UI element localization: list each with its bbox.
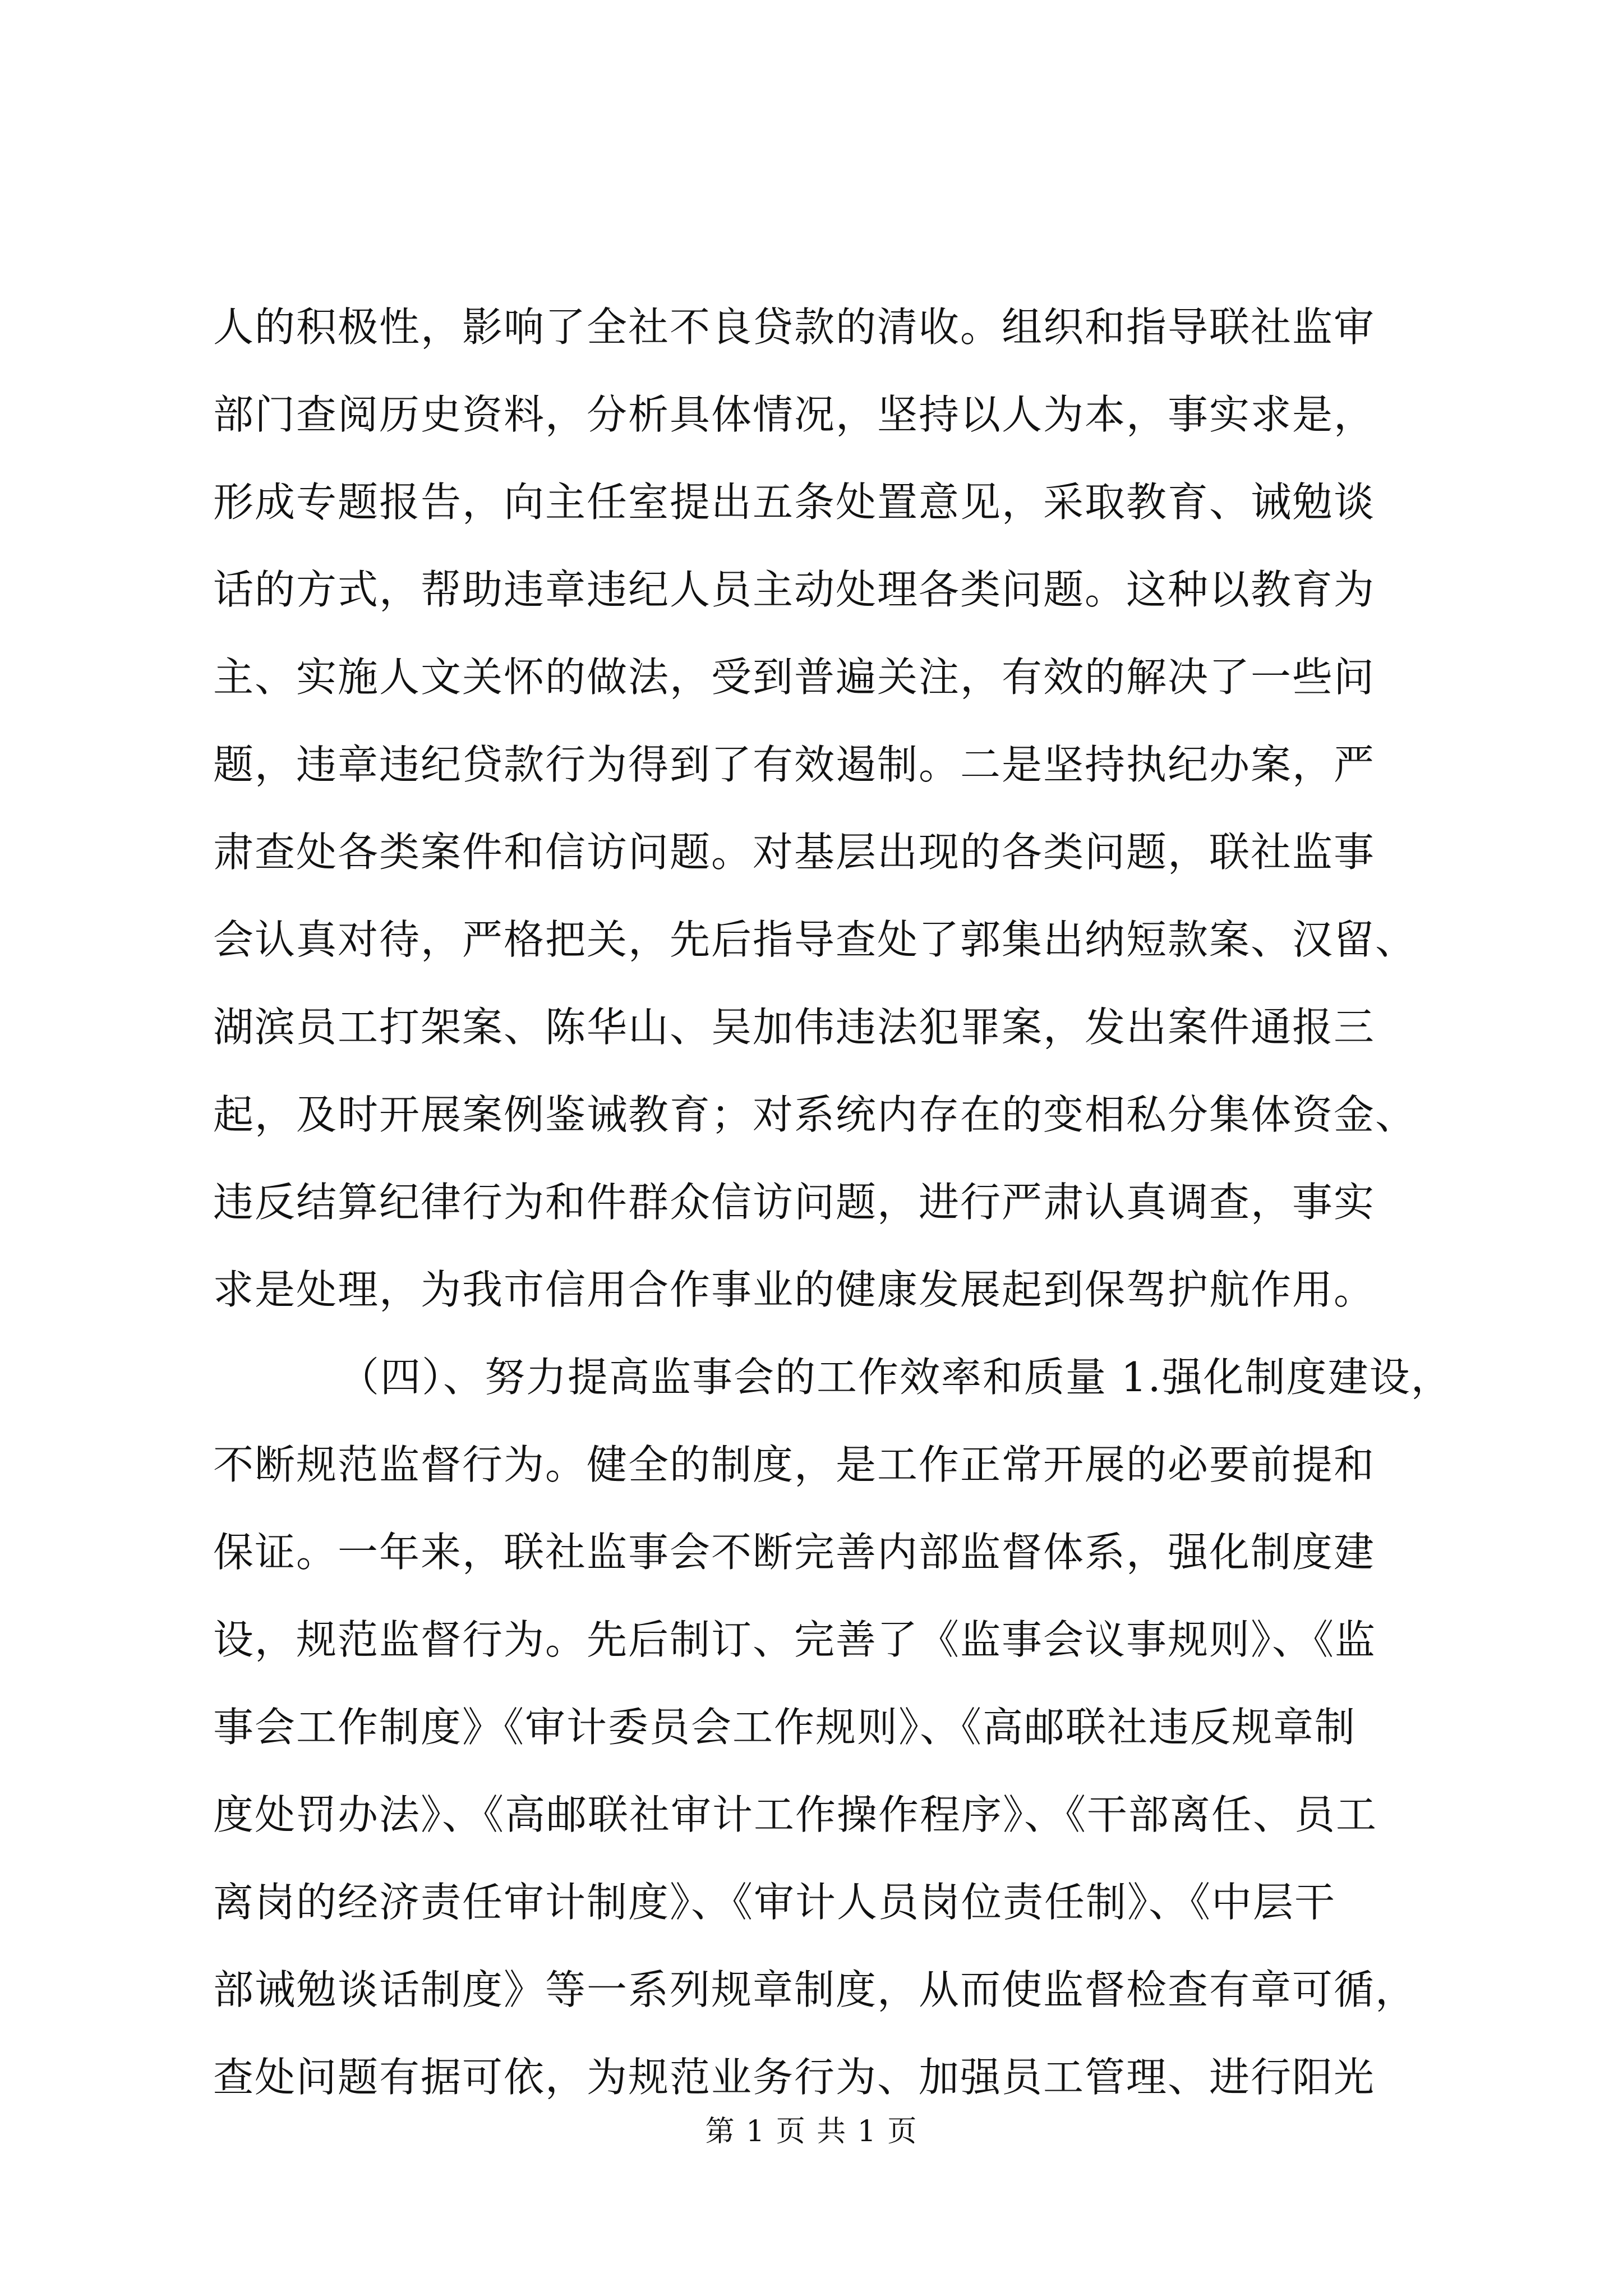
text-line: 会认真对待，严格把关，先后指导查处了郭集出纳短款案、汉留、 xyxy=(213,916,1417,963)
text-line: 离岗的经济责任审计制度》、《审计人员岗位责任制》、《中层干 xyxy=(213,1879,1336,1926)
text-line: 度处罚办法》、《高邮联社审计工作操作程序》、《干部离任、员工 xyxy=(213,1791,1378,1838)
section-heading-line: （四）、努力提高监事会的工作效率和质量 1.强化制度建设， xyxy=(339,1354,1453,1401)
text-line: 设，规范监督行为。先后制订、完善了《监事会议事规则》、《监 xyxy=(213,1616,1377,1663)
text-line: 不断规范监督行为。健全的制度，是工作正常开展的必要前提和 xyxy=(213,1441,1376,1488)
text-line: 形成专题报告，向主任室提出五条处置意见，采取教育、诫勉谈 xyxy=(213,478,1376,526)
text-line: 人的积极性，影响了全社不良贷款的清收。组织和指导联社监审 xyxy=(213,303,1376,351)
text-line: 湖滨员工打架案、陈华山、吴加伟违法犯罪案，发出案件通报三 xyxy=(213,1004,1376,1051)
text-line: 部诫勉谈话制度》等一系列规章制度，从而使监督检查有章可循， xyxy=(213,1966,1417,2013)
text-line: 事会工作制度》《审计委员会工作规则》、《高邮联社违反规章制 xyxy=(213,1704,1357,1751)
text-line: 起，及时开展案例鉴诫教育；对系统内存在的变相私分集体资金、 xyxy=(213,1091,1417,1138)
page-footer xyxy=(0,2112,1623,2151)
text-line: 查处问题有据可依，为规范业务行为、加强员工管理、进行阳光 xyxy=(213,2054,1376,2101)
text-line: 话的方式，帮助违章违纪人员主动处理各类问题。这种以教育为 xyxy=(213,566,1376,613)
text-line: 部门查阅历史资料，分析具体情况，坚持以人为本，事实求是， xyxy=(213,391,1376,438)
text-line: 求是处理，为我市信用合作事业的健康发展起到保驾护航作用。 xyxy=(213,1266,1376,1313)
text-line: 保证。一年来，联社监事会不断完善内部监督体系，强化制度建 xyxy=(213,1529,1376,1576)
page-number: 第 1 页 共 1 页 xyxy=(705,2115,918,2148)
text-line: 主、实施人文关怀的做法，受到普遍关注，有效的解决了一些问 xyxy=(213,654,1376,701)
text-line: 肃查处各类案件和信访问题。对基层出现的各类问题，联社监事 xyxy=(213,829,1376,876)
text-line: 题，违章违纪贷款行为得到了有效遏制。二是坚持执纪办案，严 xyxy=(213,741,1376,788)
body-text xyxy=(213,283,1453,2121)
text-line: 违反结算纪律行为和件群众信访问题，进行严肃认真调查，事实 xyxy=(213,1179,1376,1226)
